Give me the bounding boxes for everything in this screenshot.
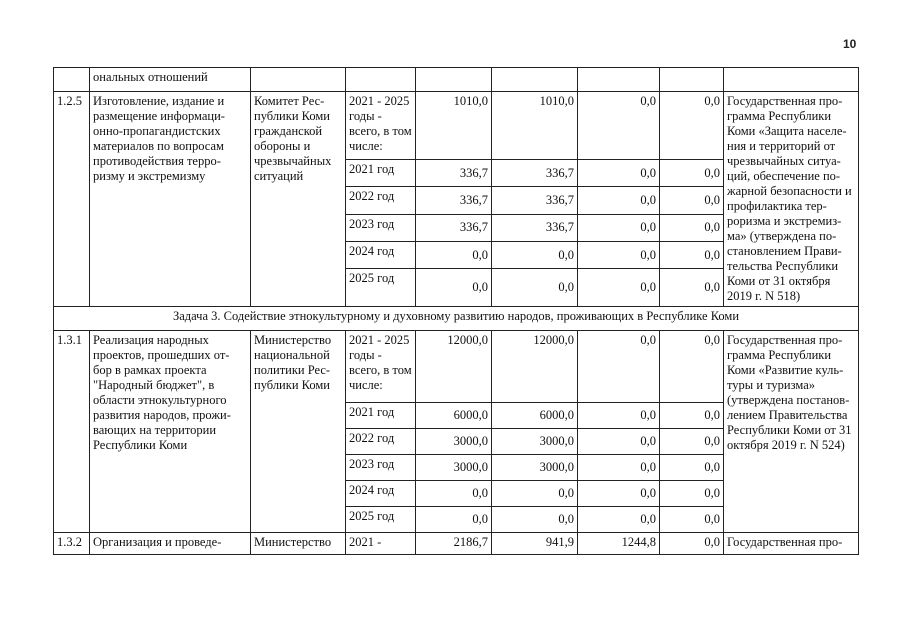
value-federal: 0,0 [578,331,660,403]
year-label: 2023 год [346,455,416,481]
year-label: 2022 год [346,187,416,214]
year-value: 0,0 [578,403,660,429]
year-value: 0,0 [578,159,660,186]
year-value: 0,0 [578,481,660,507]
measure-name: Организация и проведе- [90,533,251,555]
value-total: 1010,0 [416,92,492,160]
year-value: 0,0 [492,507,578,533]
year-value: 0,0 [660,455,724,481]
measure-executor: Министерство национальной политики Рес-публики Коми [251,331,346,533]
table-row [54,331,859,403]
page-number: 10 [843,37,857,51]
year-value: 0,0 [578,429,660,455]
year-value: 0,0 [578,214,660,241]
year-label: 2024 год [346,242,416,269]
year-value: 336,7 [492,187,578,214]
year-value: 3000,0 [492,455,578,481]
year-label: 2022 год [346,429,416,455]
measure-name: Изготовление, издание и размещение информаци-онно-пропагандистских материалов по вопросам противодействия терро-ризму и экстремизму [90,92,251,307]
year-value: 0,0 [416,242,492,269]
year-value: 3000,0 [416,455,492,481]
value-federal: 0,0 [578,92,660,160]
year-value: 336,7 [492,159,578,186]
value-republic: 941,9 [492,533,578,555]
year-value: 0,0 [492,242,578,269]
year-label: 2024 год [346,481,416,507]
year-value: 3000,0 [416,429,492,455]
year-label: 2023 год [346,214,416,241]
state-program: Государственная про- [724,533,859,555]
year-value: 0,0 [492,269,578,307]
year-value: 0,0 [492,481,578,507]
section-heading: Задача 3. Содействие этнокультурному и духовному развитию народов, проживающих в Республике Коми [54,307,859,331]
year-label: 2025 год [346,507,416,533]
state-program: Государственная про-грамма Республики Коми «Развитие куль-туры и туризма» (утверждена постанов-лением Правительства Республики Коми от 31 октября 2019 г. N 524) [724,331,859,533]
year-value: 0,0 [660,429,724,455]
measure-id: 1.3.2 [54,533,90,555]
year-value: 0,0 [660,481,724,507]
year-value: 336,7 [416,187,492,214]
value-federal: 1244,8 [578,533,660,555]
year-value: 336,7 [416,159,492,186]
value-republic: 12000,0 [492,331,578,403]
period-label: 2021 - [346,533,416,555]
value-republic: 1010,0 [492,92,578,160]
measure-executor: Министерство [251,533,346,555]
year-value: 0,0 [660,507,724,533]
measure-id: 1.2.5 [54,92,90,307]
measure-executor: Комитет Рес-публики Коми гражданской обороны и чрезвычайных ситуаций [251,92,346,307]
year-value: 0,0 [660,214,724,241]
year-value: 0,0 [660,269,724,307]
year-value: 0,0 [578,507,660,533]
year-label: 2021 год [346,403,416,429]
year-value: 0,0 [578,455,660,481]
year-value: 0,0 [416,507,492,533]
value-other: 0,0 [660,533,724,555]
year-value: 0,0 [416,269,492,307]
value-total: 12000,0 [416,331,492,403]
value-total: 2186,7 [416,533,492,555]
section-row [54,307,859,331]
year-value: 3000,0 [492,429,578,455]
year-value: 6000,0 [416,403,492,429]
year-value: 0,0 [660,159,724,186]
measure-name: Реализация народных проектов, прошедших от-бор в рамках проекта "Народный бюджет", в области этнокультурного развития народов, прожи-вающих на территории Республики Коми [90,331,251,533]
year-value: 0,0 [660,187,724,214]
year-label: 2021 год [346,159,416,186]
year-label: 2025 год [346,269,416,307]
value-other: 0,0 [660,331,724,403]
year-value: 0,0 [660,242,724,269]
year-value: 336,7 [492,214,578,241]
measures-table [53,67,859,555]
cell-name: ональных отношений [90,68,251,92]
period-label: 2021 - 2025 годы - всего, в том числе: [346,331,416,403]
measure-id: 1.3.1 [54,331,90,533]
year-value: 0,0 [578,242,660,269]
state-program: Государственная про-грамма Республики Коми «Защита населе-ния и территорий от чрезвычайных ситуа-ций, обеспечение по-жарной безопасности и профилактика тер-роризма и экстремиз-ма» (утверждена по-становлением Прави-тельства Республики Коми от 31 октября 2019 г. N 518) [724,92,859,307]
year-value: 0,0 [416,481,492,507]
year-value: 336,7 [416,214,492,241]
value-other: 0,0 [660,92,724,160]
cell-id [54,68,90,92]
table-row [54,533,859,555]
continued-row [54,68,859,92]
year-value: 0,0 [578,187,660,214]
year-value: 0,0 [578,269,660,307]
year-value: 0,0 [660,403,724,429]
year-value: 6000,0 [492,403,578,429]
table-row [54,92,859,160]
period-label: 2021 - 2025 годы - всего, в том числе: [346,92,416,160]
